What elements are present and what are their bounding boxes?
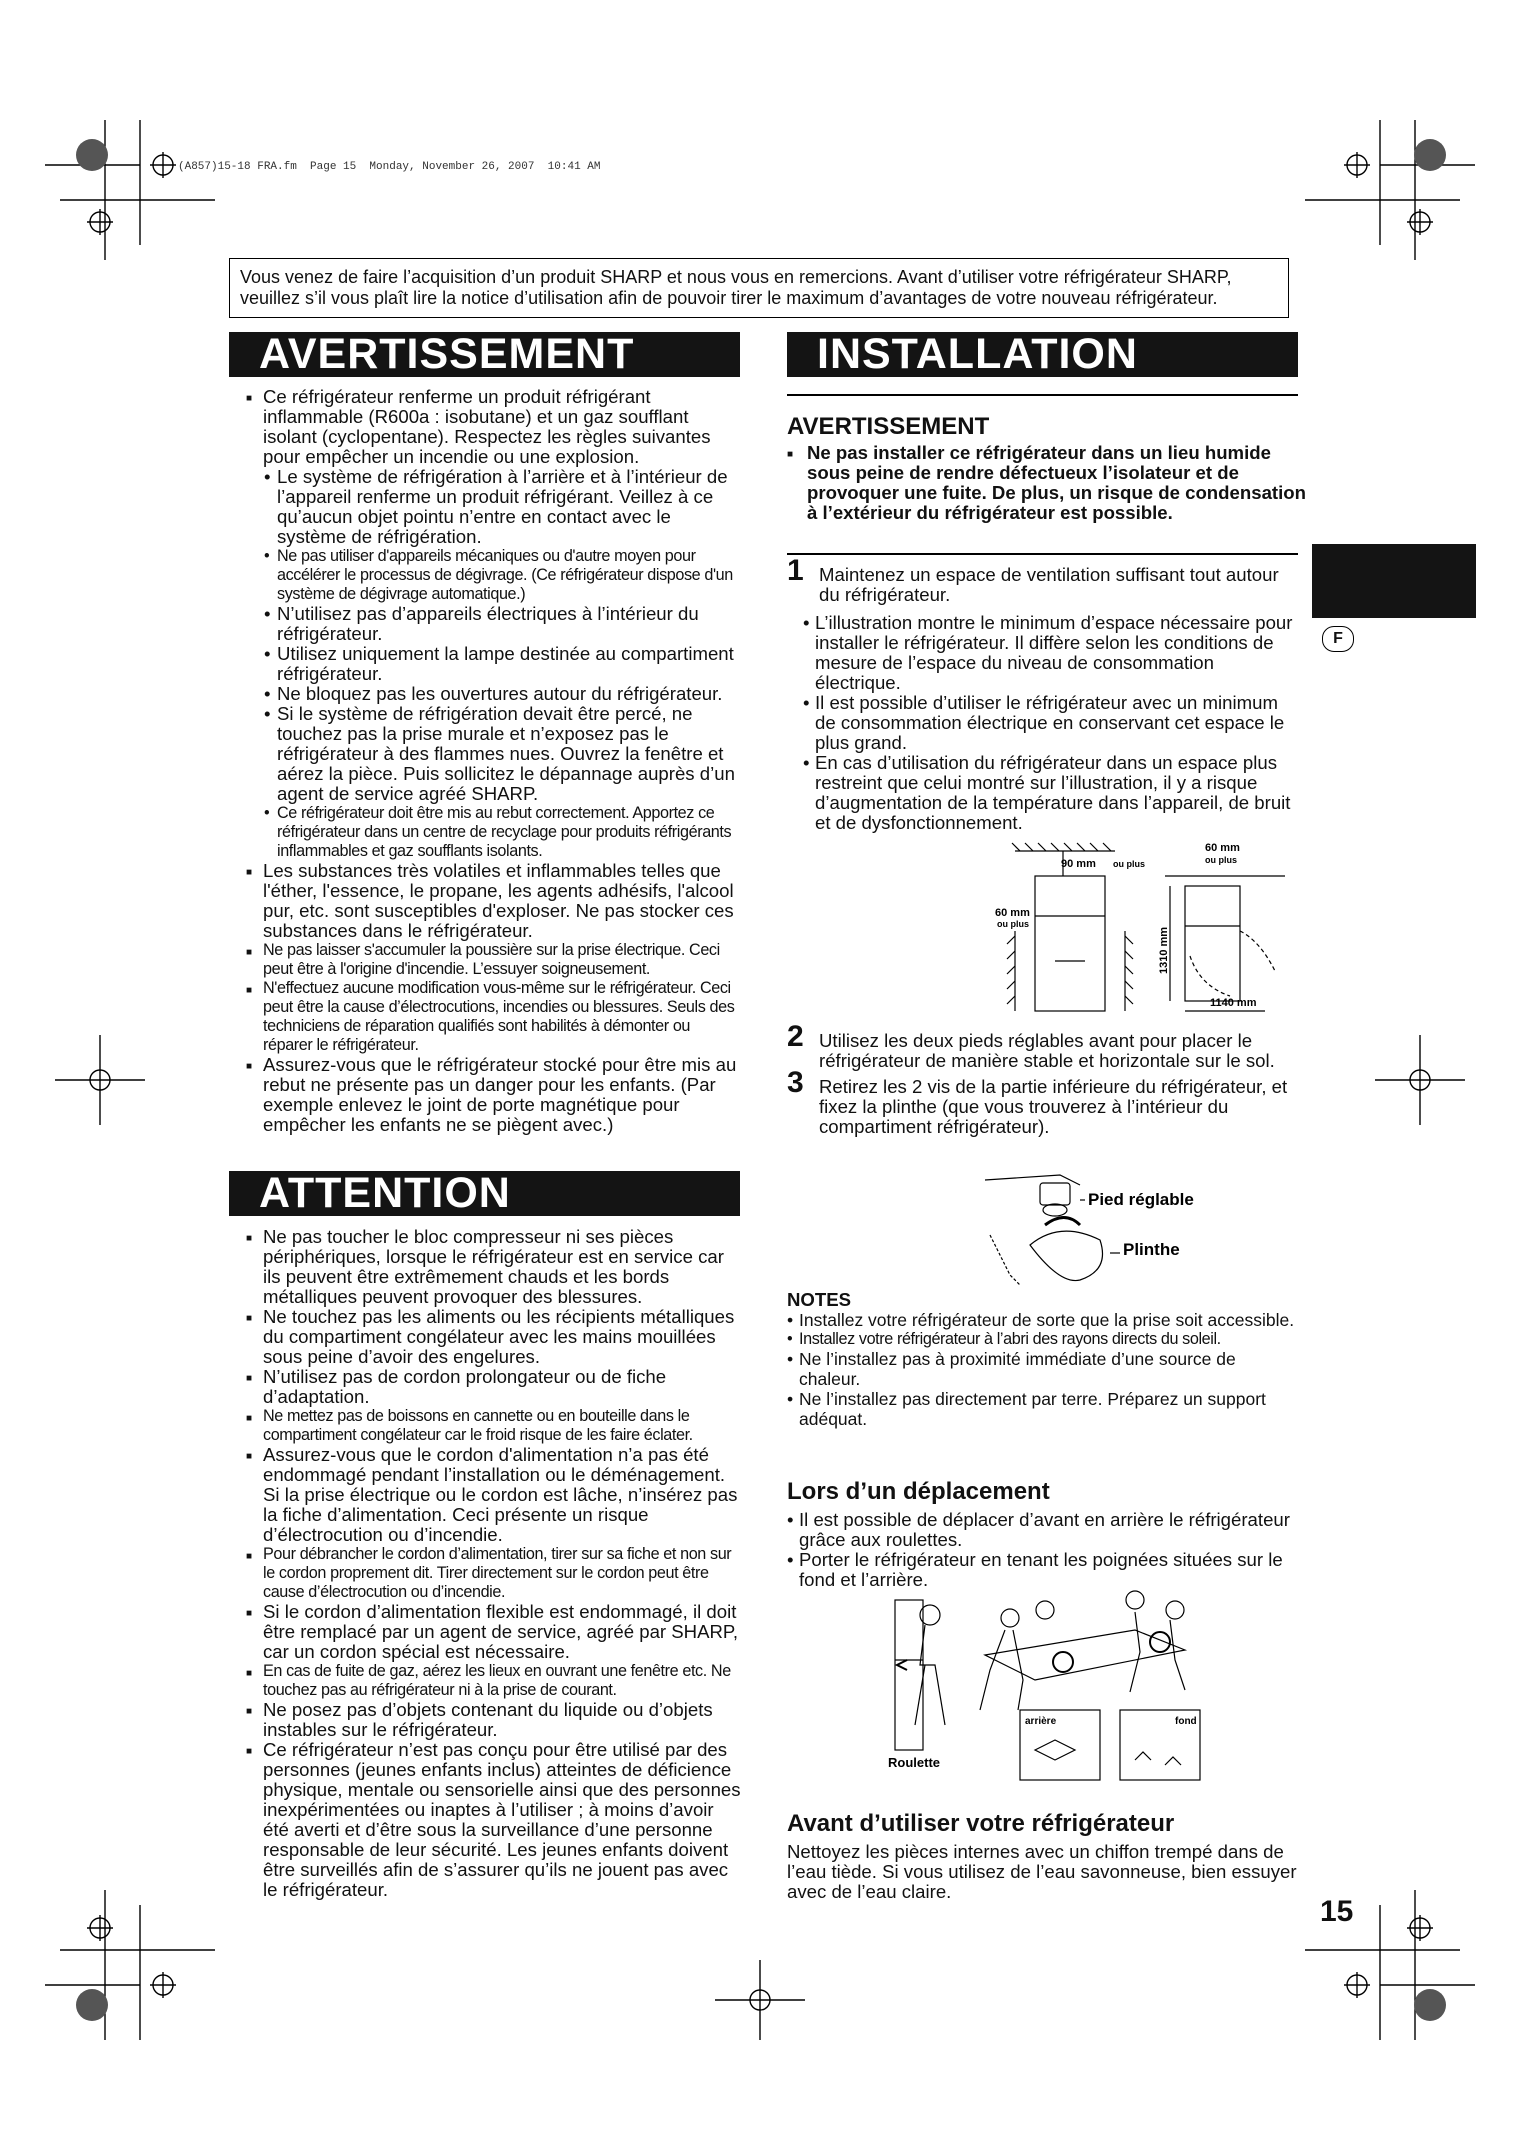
warning-item-4: ■ N'effectuez aucune modification vous-même sur le réfrigérateur. Ceci peut être la cause d’électrocutions, incendies ou blessures. Seuls des techniciens de réparation qualifiés sont habilités à démonter ou réparer le réfrigérateur. [246,979,742,1055]
intro-box [229,258,1289,318]
installation-banner: INSTALLATION [787,332,1298,377]
foot-plinth-illustration [970,1155,1230,1290]
notes-section [787,1290,1297,1429]
dim-width: 1140 mm [1210,997,1257,1009]
warning-item-1: ■ Ce réfrigérateur renferme un produit réfrigérant inflammable (R600a : isobutane) et un gaz soufflant isolant (cyclopentane). Respectez les règles suivantes pour empêcher un incendie ou une explosion. [246,387,742,467]
dim-side-gap-note: ou plus [997,919,1029,929]
intro-line-1: Vous venez de faire l’acquisition d’un produit SHARP et nous vous en remercions. Avant d’utiliser votre réfrigérateur SHARP, [240,267,1232,287]
warning-sub-7: • Ce réfrigérateur doit être mis au rebut correctement. Apportez ce réfrigérateur dans un centre de recyclage pour produits réfrigérants inflammables et gaz soufflants isolants. [246,804,742,861]
warning-sub-3: • N’utilisez pas d’appareils électriques à l’intérieur du réfrigérateur. [246,604,742,644]
plinth-label: Plinthe [1123,1240,1180,1259]
warning-item-2: ■ Les substances très volatiles et inflammables telles que l'éther, l'essence, le propane, les agents adhésifs, l'alcool pur, etc. sont susceptibles d'exploser. Ne pas stocker ces substances dans le réfrigérateur. [246,861,742,941]
notes-heading: NOTES [787,1289,852,1310]
moving-list [787,1510,1297,1590]
warning-item-5: ■ Assurez-vous que le réfrigérateur stocké pour être mis au rebut ne présente pas un danger pour les enfants. (Par exemple enlevez le joint de porte magnétique pour empêcher les enfants ne se piègent avec.) [246,1055,742,1135]
attention-item-8: ■ En cas de fuite de gaz, aérez les lieux en ouvrant une fenêtre etc. Ne touchez pas au réfrigérateur ni à la prise de courant. [246,1662,742,1700]
label-bottom: fond [1175,1716,1197,1727]
label-back: arrière [1025,1716,1057,1727]
dim-right-gap-note: ou plus [1205,855,1237,865]
dim-top-gap-note: ou plus [1113,859,1145,869]
moving-heading: Lors d’un déplacement [787,1478,1050,1505]
step-2-number: 2 [787,1020,804,1053]
attention-list [246,1227,742,1900]
step-1-bullet-3: • En cas d’utilisation du réfrigérateur dans un espace plus restreint que celui montré sur l’illustration, il y a risque d’augmentation de la température dans l’appareil, de bruit et de dysfonctionnement. [787,753,1297,833]
adjustable-foot-label: Pied réglable [1088,1190,1194,1209]
attention-item-10: ■ Ce réfrigérateur n’est pas conçu pour être utilisé par des personnes (jeunes enfants inclus) atteintes de déficience physique, mentale ou sensorielle ainsi que des personnes inexpérimentées ou inaptes à l’utiliser ; à moins d’avoir été averti et d’être sous la surveillance d’une personne responsable de leur sécurité. Les jeunes enfants doivent être surveillés afin de s’assurer qu’ils ne jouent pas avec le réfrigérateur. [246,1740,742,1900]
dim-side-gap: 60 mm [995,907,1030,919]
language-indicator: F [1322,626,1354,652]
step-1 [787,554,1297,833]
attention-item-5: ■ Assurez-vous que le cordon d'alimentation n’a pas été endommagé pendant l’installation ou le déménagement. Si la prise électrique ou le cordon est lâche, n’insérez pas la fiche d’alimentation. Ceci présente un risque d’électrocution ou d’incendie. [246,1445,742,1545]
moving-illustration [885,1590,1225,1790]
step-3-text: Retirez les 2 vis de la partie inférieure du réfrigérateur, et fixez la plinthe (que vous trouverez à l’intérieur du compartiment réfrigérateur). [819,1076,1288,1137]
moving-bullet-1: • Il est possible de déplacer d’avant en arrière le réfrigérateur grâce aux roulettes. [787,1510,1297,1550]
dim-top-gap: 90 mm [1061,858,1096,870]
attention-item-9: ■ Ne posez pas d’objets contenant du liquide ou d’objets instables sur le réfrigérateur. [246,1700,742,1740]
installation-warning-heading: AVERTISSEMENT [787,413,990,440]
clearance-diagram [985,836,1295,1016]
section-divider [787,394,1298,396]
warning-sub-2: • Ne pas utiliser d'appareils mécaniques ou d'autre moyen pour accélérer le processus de dégivrage. (Ce réfrigérateur dispose d'un système de dégivrage automatique.) [246,547,742,604]
intro-line-2: veuillez s’il vous plaît lire la notice d’utilisation afin de pouvoir tirer le maximum d’avantages de votre nouveau réfrigérateur. [240,288,1218,308]
page-number: 15 [1320,1895,1354,1928]
attention-item-1: ■ Ne pas toucher le bloc compresseur ni ses pièces périphériques, lorsque le réfrigérateur est en service car ils peuvent être extrêmement chauds et les bords métalliques peuvent provoquer des blessures. [246,1227,742,1307]
note-3: • Ne l’installez pas à proximité immédiate d’une source de chaleur. [787,1349,1297,1389]
before-use-heading: Avant d’utiliser votre réfrigérateur [787,1810,1175,1837]
warning-sub-4: • Utilisez uniquement la lampe destinée au compartiment réfrigérateur. [246,644,742,684]
note-1: • Installez votre réfrigérateur de sorte que la prise soit accessible. [787,1310,1297,1330]
section-divider [787,553,1298,555]
note-2: • Installez votre réfrigérateur à l’abri des rayons directs du soleil. [787,1330,1297,1349]
attention-item-6: ■ Pour débrancher le cordon d’alimentation, tirer sur sa fiche et non sur le cordon proprement dit. Tirer directement sur le cordon peut être cause d’électrocution ou d’incendie. [246,1545,742,1602]
file-info-line: (A857)15-18 FRA.fm Page 15 Monday, November 26, 2007 10:41 AM [178,161,601,173]
warning-sub-6: • Si le système de réfrigération devait être percé, ne touchez pas la prise murale et n’exposez pas le réfrigérateur à des flammes nues. Ouvrez la fenêtre et aérez la pièce. Puis sollicitez le dépannage auprès d’un agent de service agréé SHARP. [246,704,742,804]
attention-banner: ATTENTION [229,1171,740,1216]
warning-item-3: ■ Ne pas laisser s'accumuler la poussière sur la prise électrique. Ceci peut être à l'origine d'incendie. L’essuyer soigneusement. [246,941,742,979]
step-1-bullet-2: • Il est possible d’utiliser le réfrigérateur avec un minimum de consommation électrique en conservant cet espace le plus grand. [787,693,1297,753]
step-1-text: Maintenez un espace de ventilation suffisant tout autour du réfrigérateur. [819,564,1279,605]
step-3-number: 3 [787,1066,804,1099]
steps-2-3 [787,1020,1297,1137]
dim-height: 1310 mm [1158,926,1170,974]
language-tab [1312,544,1476,618]
step-1-bullet-1: • L’illustration montre le minimum d’espace nécessaire pour installer le réfrigérateur. Il diffère selon les conditions de mesure de l’espace du niveau de consommation électrique. [787,613,1297,693]
attention-item-2: ■ Ne touchez pas les aliments ou les récipients métalliques du compartiment congélateur avec les mains mouillées sous peine d’avoir des engelures. [246,1307,742,1367]
step-2-text: Utilisez les deux pieds réglables avant pour placer le réfrigérateur de manière stable et horizontale sur le sol. [819,1030,1275,1071]
dim-right-gap: 60 mm [1205,842,1240,854]
avertissement-list [246,387,742,1135]
avertissement-banner: AVERTISSEMENT [229,332,740,377]
warning-sub-5: • Ne bloquez pas les ouvertures autour du réfrigérateur. [246,684,742,704]
moving-bullet-2: • Porter le réfrigérateur en tenant les poignées situées sur le fond et l’arrière. [787,1550,1297,1590]
note-4: • Ne l’installez pas directement par terre. Préparez un support adéquat. [787,1389,1297,1429]
before-use-text: Nettoyez les pièces internes avec un chiffon trempé dans de l’eau tiède. Si vous utilisez de l’eau savonneuse, bien essuyer avec de l’eau claire. [787,1841,1297,1902]
label-caster: Roulette [888,1755,940,1770]
warning-sub-1: • Le système de réfrigération à l’arrière et à l’intérieur de l’appareil renferme un produit réfrigérant. Veillez à ce qu’aucun objet pointu n’entre en contact avec le système de réfrigération. [246,467,742,547]
attention-item-7: ■ Si le cordon d’alimentation flexible est endommagé, il doit être remplacé par un agent de service, agréé par SHARP, car un cordon spécial est nécessaire. [246,1602,742,1662]
attention-item-3: ■ N’utilisez pas de cordon prolongateur ou de fiche d’adaptation. [246,1367,742,1407]
installation-warning-text: ■ Ne pas installer ce réfrigérateur dans un lieu humide sous peine de rendre défectueux l’isolateur et de provoquer une fuite. De plus, un risque de condensation à l’extérieur du réfrigérateur est possible. [787,443,1307,523]
attention-item-4: ■ Ne mettez pas de boissons en cannette ou en bouteille dans le compartiment congélateur car le froid risque de les faire éclater. [246,1407,742,1445]
step-1-number: 1 [787,554,804,587]
